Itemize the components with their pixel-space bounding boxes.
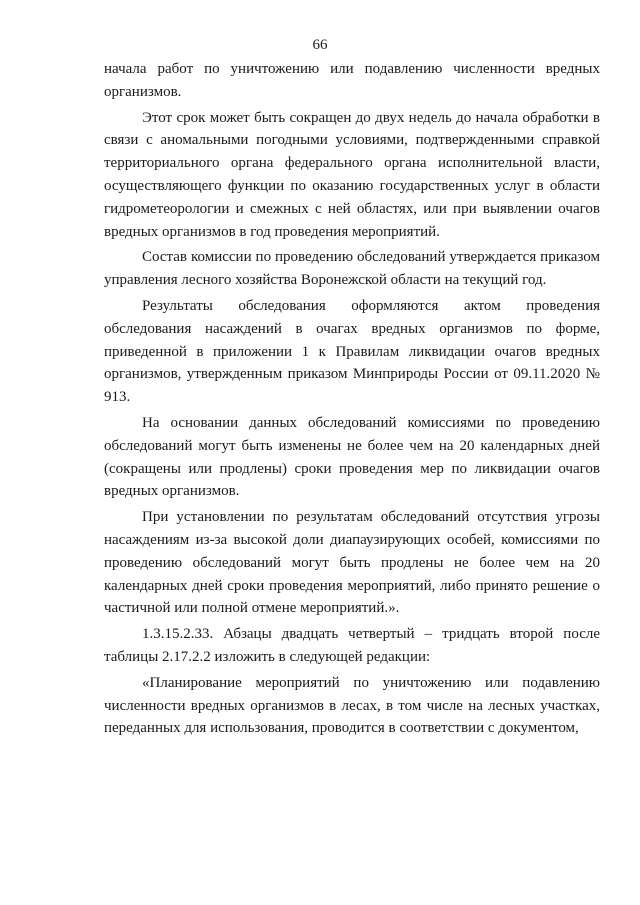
paragraph-term-reduction: Этот срок может быть сокращен до двух недель до начала обработки в связи с аномальными погодными условиями, подтвержденными справкой территориального органа федерального органа исполнительной власти, осуществляющего функции по оказанию государственных услуг в области гидрометеорологии и смежных с ней областях, или при выявлении очагов вредных организмов в год проведения мероприятий. [104,109,600,240]
paragraph-threat-absence: При установлении по результатам обследований отсутствия угрозы насаждениям из-за высокой доли диапаузирующих особей, комиссиями по проведению обследований могут быть продлены не более чем на 20 календарных дней сроки проведения мероприятий, либо принято решение о частичной или полной отмене мероприятий.». [104,509,600,617]
page-number: 66 [312,37,328,53]
document-body [104,58,600,743]
paragraph-planning: «Планирование мероприятий по уничтожению или подавлению численности вредных организмов в лесах, в том числе на лесных участках, переданных для использования, проводится в соответствии с документом, [104,674,600,737]
paragraph-survey-results: Результаты обследования оформляются актом проведения обследования насаждений в очагах вредных организмов по форме, приведенной в приложении 1 к Правилам ликвидации очагов вредных организмов, утвержденным приказом Минприроды России от 09.11.2020 № 913. [104,297,600,406]
paragraph-continuation: начала работ по уничтожению или подавлению численности вредных организмов. [104,61,600,100]
paragraph-term-changes: На основании данных обследований комиссиями по проведению обследований могут быть изменены не более чем на 20 календарных дней (сокращены или продлены) сроки проведения мер по ликвидации очагов вредных организмов. [104,414,600,500]
paragraph-amendment-clause: 1.3.15.2.33. Абзацы двадцать четвертый – тридцать второй после таблицы 2.17.2.2 изложить в следующей редакции: [104,626,600,665]
paragraph-commission-composition: Состав комиссии по проведению обследований утверждается приказом управления лесного хозяйства Воронежской области на текущий год. [104,249,600,289]
